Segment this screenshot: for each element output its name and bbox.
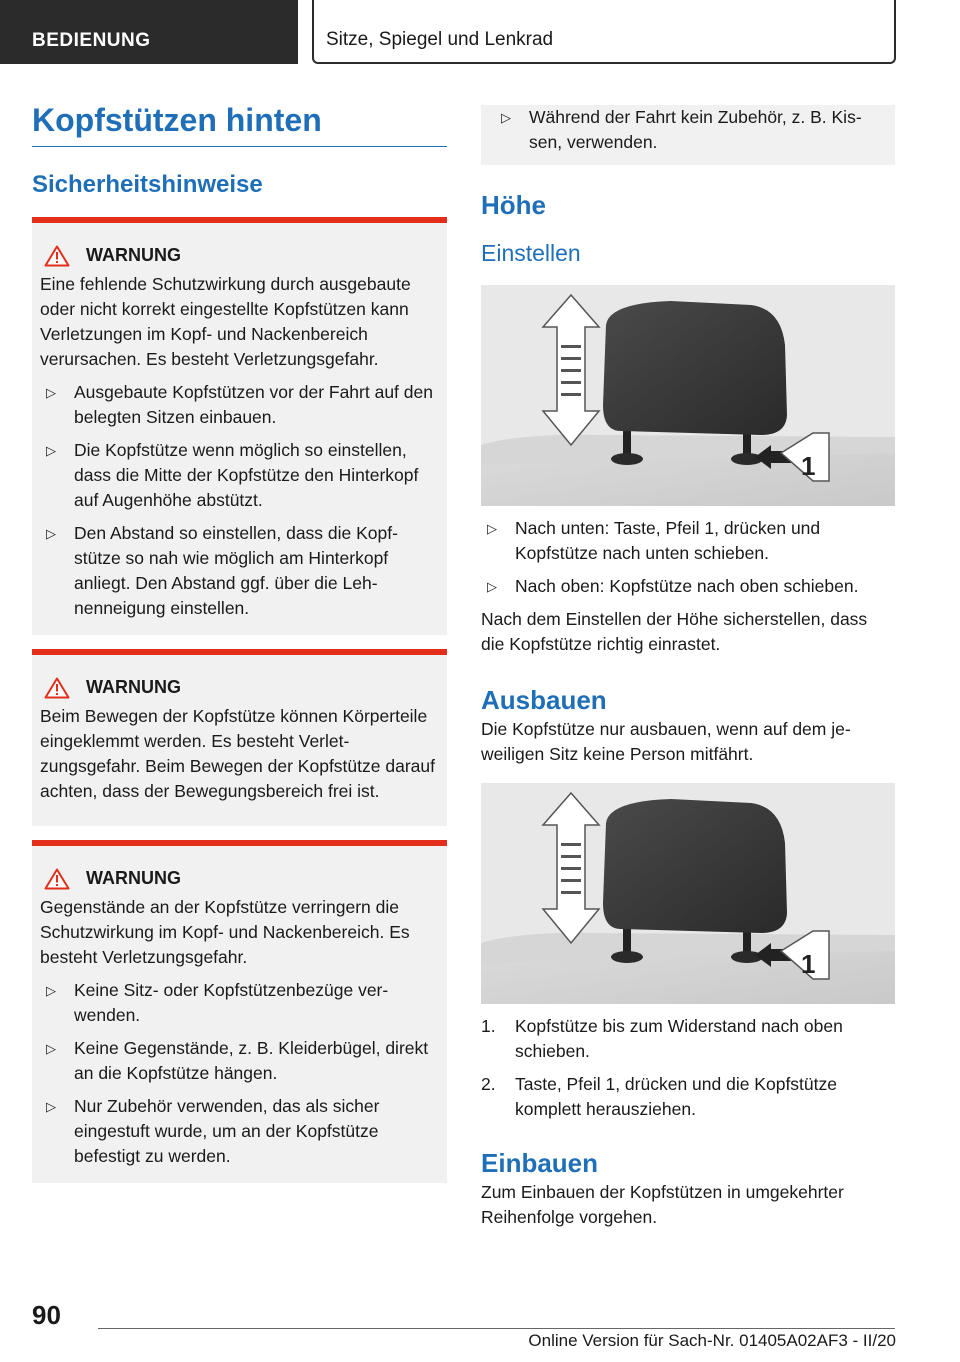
page-title: Kopfstützen hinten (32, 100, 447, 147)
triangle-bullet-icon: ▷ (501, 110, 511, 125)
triangle-bullet-icon: ▷ (46, 443, 56, 458)
list-item: ▷ Ausgebaute Kopfstützen vor der Fahrt auf den belegten Sitzen einbauen. (46, 382, 433, 427)
list-item: ▷ Nur Zubehör verwenden, das als sicher eingestuft wurde, um an der Kopfstütze befestigt zu werden. (46, 1096, 380, 1166)
warning-header (40, 866, 437, 891)
page-number: 90 (32, 1300, 61, 1330)
triangle-bullet-icon: ▷ (46, 1099, 56, 1114)
triangle-bullet-icon: ▷ (46, 1041, 56, 1056)
headrest-illustration-remove (481, 783, 895, 1004)
adjust-note: Nach dem Einstellen der Höhe sicherstellen, dass die Kopfstütze richtig einrastet. (481, 609, 868, 654)
list-item: ▷ Keine Gegenstände, z. B. Kleiderbügel, direkt an die Kopfstütze hängen. (46, 1038, 429, 1083)
right-column (481, 103, 895, 1230)
remove-steps (481, 1014, 895, 1122)
warning-box-3 (32, 840, 447, 1183)
list-item: 1. Kopfstütze bis zum Widerstand nach oben schieben. (481, 1016, 843, 1061)
warning-text: Eine fehlende Schutzwirkung durch ausgebaute oder nicht korrekt eingestellte Kopfstützen kann Verletzungen im Kopf- und Nackenbereich verursachen. Es besteht Verletzungsgefahr. (40, 274, 411, 369)
headrest-figure (481, 783, 895, 1004)
headrest-illustration-adjust (481, 285, 895, 506)
section-label: BEDIENUNG (32, 30, 151, 51)
triangle-bullet-icon: ▷ (46, 983, 56, 998)
list-item: ▷ Keine Sitz- oder Kopfstützenbezüge verwenden. (46, 980, 389, 1025)
triangle-bullet-icon: ▷ (487, 521, 497, 536)
list-item: ▷ Nach oben: Kopfstütze nach oben schieben. (481, 574, 895, 599)
section-heading-install: Einbauen (481, 1148, 599, 1178)
list-item: 2. Taste, Pfeil 1, drücken und die Kopfstütze komplett herausziehen. (481, 1074, 837, 1119)
warning-header (40, 243, 437, 268)
section-heading-safety: Sicherheitshinweise (32, 171, 263, 198)
warning-continuation (481, 105, 895, 165)
chapter-tab (312, 0, 896, 64)
headrest-figure (481, 285, 895, 506)
triangle-bullet-icon: ▷ (46, 385, 56, 400)
warning-text: Beim Bewegen der Kopfstütze können Körperteile eingeklemmt werden. Es besteht Verletzungsgefahr. Beim Bewegen der Kopfstütze darauf achten, dass der Bewegungsbereich frei ist. (40, 706, 435, 801)
list-item: ▷ Die Kopfstütze wenn möglich so einstellen, dass die Mitte der Kopfstütze den Hinterkopf auf Augenhöhe abstützt. (46, 440, 419, 510)
warning-list (489, 105, 885, 155)
list-item: ▷ Während der Fahrt kein Zubehör, z. B. Kissen, verwenden. (501, 107, 862, 152)
warning-box-2 (32, 649, 447, 826)
section-heading-remove: Ausbauen (481, 685, 607, 715)
warning-list (40, 978, 437, 1169)
triangle-bullet-icon: ▷ (46, 526, 56, 541)
warning-triangle-icon (44, 245, 70, 267)
remove-text: Die Kopfstütze nur ausbauen, wenn auf dem jeweiligen Sitz keine Person mitfährt. (481, 719, 851, 764)
callout-number: 1 (801, 949, 816, 979)
warning-triangle-icon (44, 868, 70, 890)
warning-list (40, 380, 437, 621)
warning-box-1 (32, 217, 447, 635)
footer-text: Online Version für Sach-Nr. 01405A02AF3 - II/20 (528, 1331, 896, 1350)
left-column (32, 100, 447, 1183)
triangle-bullet-icon: ▷ (487, 579, 497, 594)
install-text: Zum Einbauen der Kopfstützen in umgekehrter Reihenfolge vorgehen. (481, 1182, 844, 1227)
section-heading-height: Höhe (481, 190, 546, 220)
callout-number: 1 (801, 451, 816, 481)
footer-divider (98, 1328, 895, 1329)
adjust-list (481, 516, 895, 599)
warning-label: WARNUNG (86, 245, 181, 265)
warning-label: WARNUNG (86, 868, 181, 888)
list-item: ▷ Den Abstand so einstellen, dass die Kopfstütze so nah wie möglich am Hinterkopf anliegt. Den Abstand ggf. über die Lehnenneigung einstellen. (46, 523, 398, 618)
list-item: ▷ Nach unten: Taste, Pfeil 1, drücken und Kopfstütze nach unten schieben. (487, 518, 821, 563)
chapter-label: Sitze, Spiegel und Lenkrad (326, 29, 554, 50)
warning-label: WARNUNG (86, 677, 181, 697)
warning-text: Gegenstände an der Kopfstütze verringern die Schutzwirkung im Kopf- und Nackenbereich. Es besteht Verletzungsgefahr. (40, 897, 410, 967)
section-tab (0, 0, 298, 64)
warning-triangle-icon (44, 677, 70, 699)
subheading-adjust: Einstellen (481, 240, 581, 266)
warning-header (40, 675, 437, 700)
